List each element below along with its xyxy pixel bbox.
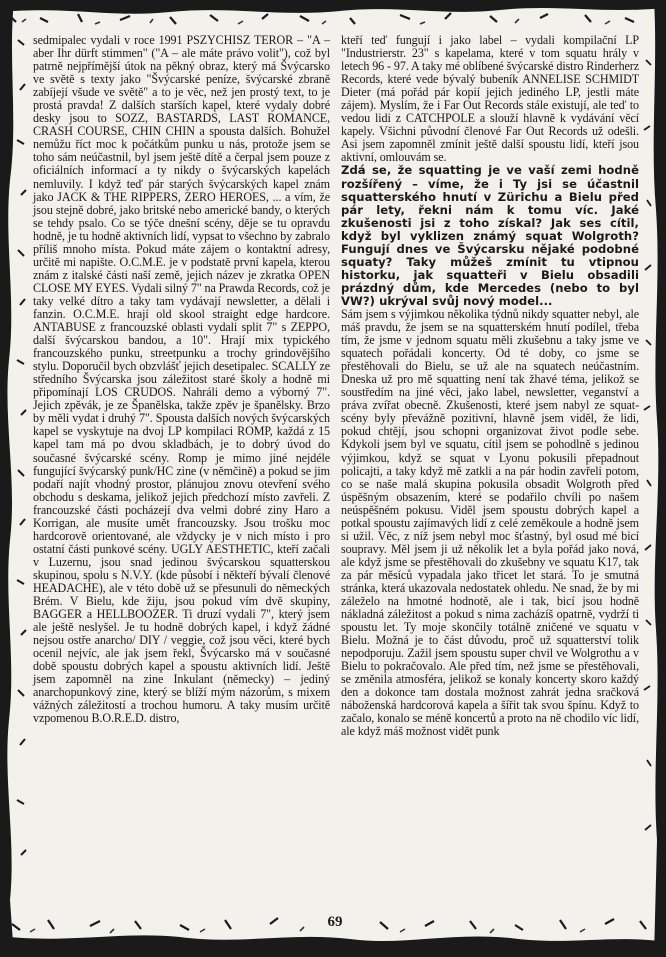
left-column-text: sedmipalec vydali v roce 1991 PSZYCHISZ TEROR – "A – aber Ihr dürft stimmen" ("A – ale máte právo volit"), což byl patrně nejpřímější útok na pěkný obraz, který má Švýcarsko ve světě s texty jako "Švýcarské peníze, švýcarské zbraně zabíjejí všude ve světě" a to je věc, než jen prostý text, to je prostá pravda! Z dalších starších kapel, které vydaly dobré desky jsou to SOZZ, BASTARDS, LAST ROMANCE, CRASH COURSE, CHIN CHIN a spousta dalších. Bohužel nemůžu říct moc k počátkům punku u nás, protože jsem se toho sám neúčastnil, byl jsem ještě dítě a čerpal jsem pouze z oficiálních informací a ty nikdy o švýcarských kapelách nemluvily. I když teď pár starých švýcarských kapel znám jako JACK & THE RIPPERS, ZERO HEROES, ... a vím, že jsou stejně dobré, jako britské nebo americké bandy, o kterých se tehdy psalo. Co se týče dnešní scény, děje se tu opravdu hodně, je tu hodně aktivních lidí, vypsat to všechno by zabralo příliš mnoho místa. Pokud máte zájem o kontaktní adresy, určitě mi napište. O.C.M.E. je v podstatě první kapela, kterou znám z italské části naší země, jejich název je zkratka OPEN CLOSE MY EYES. Vydali silný 7" na Prawda Records, což je taky velké dítro a taky tam vydávají newsletter, a dělali i fanzin. O.C.M.E. hrají old skool straight edge hardcore. ANTABUSE z francouzské oblasti vydali split 7" s ZEPPO, další švýcarskou bandou, a 10". Hrají mix typického francouzského punku, streetpunku a trochy grindovějšího stylu. Doporučil bych obzvlášť jejich desetipalec. SCALLY ze středního Švýcarska jsou záležitost staré školy a hodně mi připomínají LOS CRUDOS. Nahráli demo a výborný 7". Jejich zpěvák, je ze Španělska, takže zpěv je španělsky. Brzo by měli vydat i druhý 7". Spousta dalších nových švýcarských kapel se vyskytuje na dvoj LP kompilaci ROMP, každá z 15 kapel tam má po dvou skladbách, je to dobrý úvod do současné švýcarské scény. Romp je mimo jiné nejdéle fungující švýcarský punk/HC zine (v němčině) a pokud se jim podaří najít vhodný prostor, plánujou znovu otevření svého obchodu s deskama, jelikož jejich předchozí místo zavřeli. Z francouzské části pocházejí dva velmi dobré ziny Haro a Korrigan, ale musíte umět francouzsky. Jsou trošku moc hardcorově orientované, ale vždycky je v nich místo i pro ostatní části punkové scény. UGLY AESTHETIC, kteří začali v Luzernu, jsou snad jedinou švýcarskou squatterskou skupinou, spolu s N.V.Y. (kde působí i někteří bývalí členové HEADACHE), ale v této době už se přesunuli do německých Brém. V Bielu, kde žiju, jsou pokud vím dvě skupiny, BAGGER a HELLBOOZER. Ti druzí vydali 7", který jsem ale ještě neslyšel. Je tu hodně dobrých kapel, i když žádné nejsou ostře anarcho/ DIY / veggie, což jsou věci, které bych ocenil nejvíc, ale jak jsem řekl, Švýcarsko má v současné době spoustu dobrých kapel a spoustu aktivních lidí. Ještě jsem zapomněl na zine Inkulant (německy) – jediný anarchopunkový zine, který se blíží mým názorům, s mixem vážných záležitostí a trochou humoru. A taky musím určitě vzpomenou B.O.R.E.D. distro, xyxy=(33,33,330,726)
left-column xyxy=(33,34,330,725)
right-column xyxy=(341,34,639,739)
decorative-border-left xyxy=(0,0,34,957)
right-column-text-2: Sám jsem s výjimkou několika týdnů nikdy squatter nebyl, ale máš pravdu, že jsem se na squatterském hnutí podílel, třeba tím, že jsme v jednom squatu měli zkušebnu a taky jsme ve squatech pořádali koncerty. Od té doby, co jsme se přestěhovali do Bielu, se už ale na squatech neúčastním. Dneska už pro mě squatting není tak žhavé téma, jelikož se soustředím na jiné věci, jako label, newsletter, veganství a práva zvířat obecně. Zkušenosti, které jsem nabyl ze squat-scény byly převážně pozitivní, hlavně jsem viděl, že lidi, pokud chtějí, jsou schopni organizovat život podle sebe. Kdykoli jsem byl ve squatu, cítil jsem se pohodlně s jedinou výjimkou, když se squat v Lyonu pokusili přepadnout policajti, a taky když mě zatkli a na pár hodin zavřeli potom, co se naše malá skupina pokusila obsadit Wolgroth před úspěšným obsazením, které se podařilo chvíli po našem neúspěšném pokusu. Viděl jsem spoustu dobrých kapel a potkal spoustu zajímavých lidí z celé zeměkoule a hodně jsem si užil. Věc, z níž jsem nebyl moc šťastný, byl osud mé bicí soupravy. Měl jsem ji už několik let a byla pořád jako nová, ale když jsme se přestěhovali do zkušebny ve squatu K17, tak za pár měsíců vypadala jako třicet let stará. To je smutná stránka, která ukazovala nedostatek ohledu. Ne snad, že by mi záleželo na hmotné hodnotě, ale i tak, bicí jsou hodně nákladná záležitost a pokud s nima zacházíš opatrně, vydrží ti spoustu let. Ty moje skončily totálně zničené ve squatu v Bielu. Možná je to část důvodu, proč už squatterství tolik nepodporuju. Zažil jsem spoustu super chvil ve Wolgrothu a v Bielu to pokračovalo. Ale před tím, než jsme se přestěhovali, se změnila atmosféra, jelikož se konaly koncerty skoro každý den a dokonce tam dostala možnost zahrát jedna sračková náboženská hardcorová kapela a šířit tak svou špínu. Když to začalo, konalo se méně koncertů a proto na ně chodilo víc lidí, ale když máš možnost vidět punk xyxy=(341,306,639,739)
decorative-border-right xyxy=(640,0,666,957)
interview-question: Zdá se, že squatting je ve vaší zemi hodně rozšířený – víme, že i Ty jsi se účastnil squatterského hnutí v Zürichu a Bielu před pár lety, řekni nám k tomu víc. Jaké zkušenosti jsi z toho získal? Jak ses cítil, když byl vyklizen známý squat Wolgroth? Fungují dnes ve Švýcarsku nějaké podobné squaty? Taky můžeš zmínit tu vtipnou historku, jak squatteři v Bielu obsadili prázdný dům, kde Mercedes (nebo to byl VW?) ukrýval svůj nový model... xyxy=(341,163,639,308)
decorative-border-top xyxy=(0,0,666,30)
right-column-text-1: kteří teď fungují i jako label – vydali kompilační LP "Industrierstr. 23" s kapelama, které v tom squatu hrály v letech 96 - 97. A taky mé oblíbené švýcarské distro Rinderherz Records, které vede bývalý bubeník ANNELISE SCHMIDT Dieter (má pořád pár kopií jejich jediného LP, jestli máte zájem). Myslím, že i Far Out Records stále existují, ale teď to vedou lidi z CATCHPOLE a slouží hlavně k vydávání věcí kapely. Všichni původní členové Far Out Records už odešli. Asi jsem zapomněl zmínit ještě další spoustu lidí, kteří jsou aktivní, omlouvám se. xyxy=(341,33,639,165)
page-number: 69 xyxy=(327,914,343,930)
